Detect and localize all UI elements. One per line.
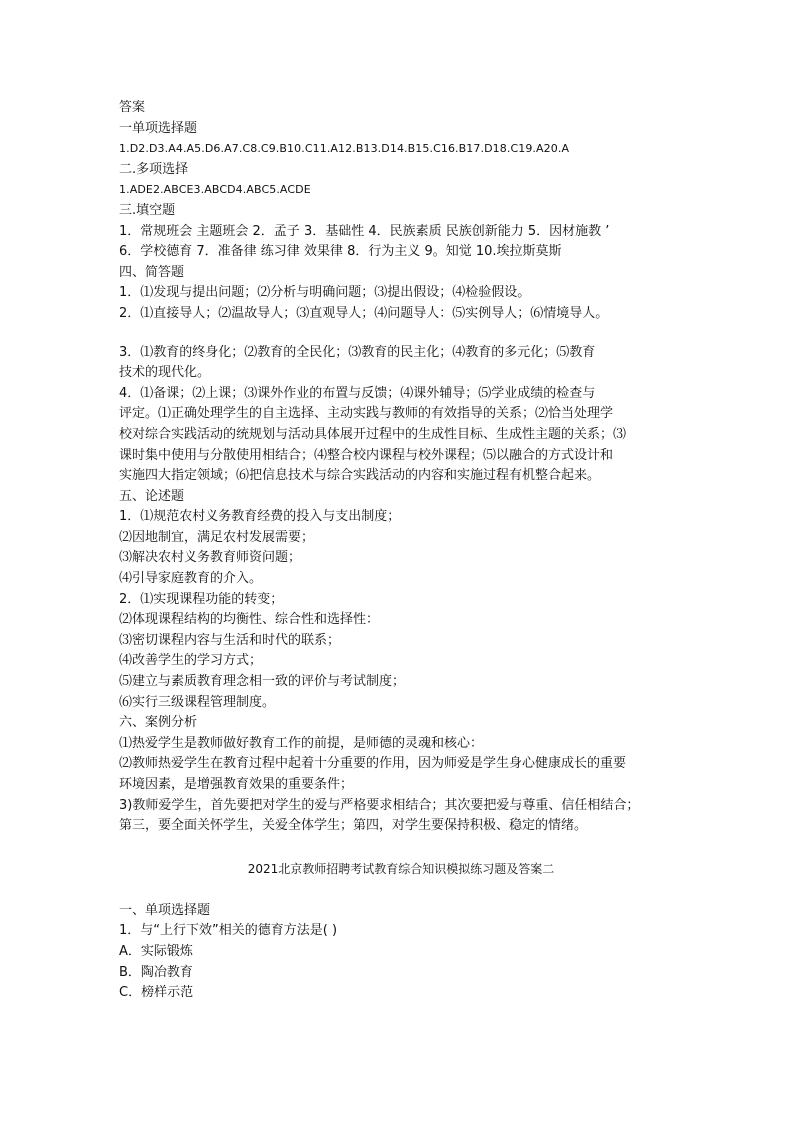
essay-answer-line: ⑶解决农村义务教育师资问题； — [119, 550, 302, 566]
short-answer-line: 评定。⑴正确处理学生的自主选择、主动实践与教师的有效指导的关系；⑵恰当处理学 — [119, 406, 614, 422]
paragraph-gap — [119, 837, 689, 859]
section-title-case-analysis: 六、案例分析 — [119, 715, 198, 731]
essay-answer-line: ⑵体现课程结构的均衡性、综合性和选择性： — [119, 612, 380, 628]
case-analysis-line: ⑵教师热爱学生在教育过程中起着十分重要的作用，因为师爱是学生身心健康成长的重要 — [119, 756, 627, 772]
short-answer-line: 3．⑴教育的终身化；⑵教育的全民化；⑶教育的民主化；⑷教育的多元化；⑸教育 — [119, 344, 596, 360]
section-title-single-choice: 一单项选择题 — [119, 120, 198, 136]
short-answer-line: 校对综合实践活动的统规划与活动具体展开过程中的生成性目标、生成性主题的关系；⑶ — [119, 426, 627, 442]
essay-answer-line: ⑷改善学生的学习方式； — [119, 653, 263, 669]
section-title-fill-in: 三.填空题 — [119, 202, 176, 218]
case-analysis-line: 第三，要全面关怀学生，关爱全体学生；第四，对学生要保持积极、稳定的情绪。 — [119, 818, 588, 834]
paragraph-gap — [119, 879, 689, 901]
short-answer-line: 4．⑴备课；⑵上课；⑶课外作业的布置与反馈；⑷课外辅导；⑸学业成绩的检查与 — [119, 385, 596, 401]
question-option: C．榜样示范 — [119, 985, 194, 1001]
short-answer-line: 1．⑴发现与提出问题；⑵分析与明确问题；⑶提出假设；⑷检验假设。 — [119, 285, 531, 301]
part2-section-title: 一、单项选择题 — [119, 902, 211, 918]
essay-answer-line: ⑵因地制宜，满足农村发展需要； — [119, 529, 315, 545]
essay-answer-line: ⑹实行三级课程管理制度。 — [119, 694, 276, 710]
short-answer-line: 2．⑴直接导人；⑵温故导人；⑶直观导人；⑷问题导人：⑸实例导人；⑹情境导人。 — [119, 305, 609, 321]
case-analysis-line: ⑴热爱学生是教师做好教育工作的前提，是师德的灵魂和核心： — [119, 735, 484, 751]
short-answer-line: 技术的现代化。 — [119, 365, 211, 381]
short-answer-line: 课时集中使用与分散使用相结合；⑷整合校内课程与校外课程；⑸以融合的方式设计和 — [119, 447, 614, 463]
case-analysis-line: 环境因素，是增强教育效果的重要条件； — [119, 777, 354, 792]
question-option: A．实际锻炼 — [119, 943, 193, 959]
single-choice-answers: 1.D2.D3.A4.A5.D6.A7.C8.C9.B10.C11.A12.B13.D14.B15.C16.B17.D18.C19.A20.A — [119, 142, 570, 156]
essay-answer-line: 2．⑴实现课程功能的转变； — [119, 591, 284, 607]
section-title-essay: 五、论述题 — [119, 488, 185, 504]
case-analysis-line: 3)教师爱学生，首先要把对学生的爱与严格要求相结合；其次要把爱与尊重、信任相结合； — [119, 797, 640, 813]
essay-answer-line: ⑸建立与素质教育理念相一致的评价与考试制度； — [119, 674, 406, 690]
fill-in-answer-line: 6．学校德育 7．准备律 练习律 效果律 8．行为主义 9。知觉 10.埃拉斯莫斯 — [119, 244, 562, 260]
question-stem: 1．与“上行下效”相关的德育方法是( ) — [119, 923, 338, 939]
fill-in-answer-line: 1．常规班会 主题班会 2．孟子 3．基础性 4．民族素质 民族创新能力 5．因材施教 ’ — [119, 223, 610, 239]
part2-title: 2021北京教师招聘考试教育综合知识模拟练习题及答案二 — [247, 861, 555, 876]
question-option: B．陶冶教育 — [119, 964, 193, 980]
essay-answer-line: ⑷引导家庭教育的介入。 — [119, 571, 263, 587]
essay-answer-line: ⑶密切课程内容与生活和时代的联系； — [119, 632, 341, 648]
paragraph-gap — [119, 325, 689, 343]
section-title-short-answer: 四、简答题 — [119, 264, 185, 280]
multiple-choice-answers: 1.ADE2.ABCE3.ABCD4.ABC5.ACDE — [119, 183, 311, 197]
short-answer-line: 实施四大指定领域；⑹把信息技术与综合实践活动的内容和实施过程有机整合起来。 — [119, 468, 601, 484]
section-title-multiple-choice: 二.多项选择 — [119, 161, 189, 177]
answers-heading: 答案 — [119, 100, 146, 115]
essay-answer-line: 1．⑴规范农村义务教育经费的投入与支出制度； — [119, 509, 401, 525]
document-page — [119, 98, 689, 1004]
